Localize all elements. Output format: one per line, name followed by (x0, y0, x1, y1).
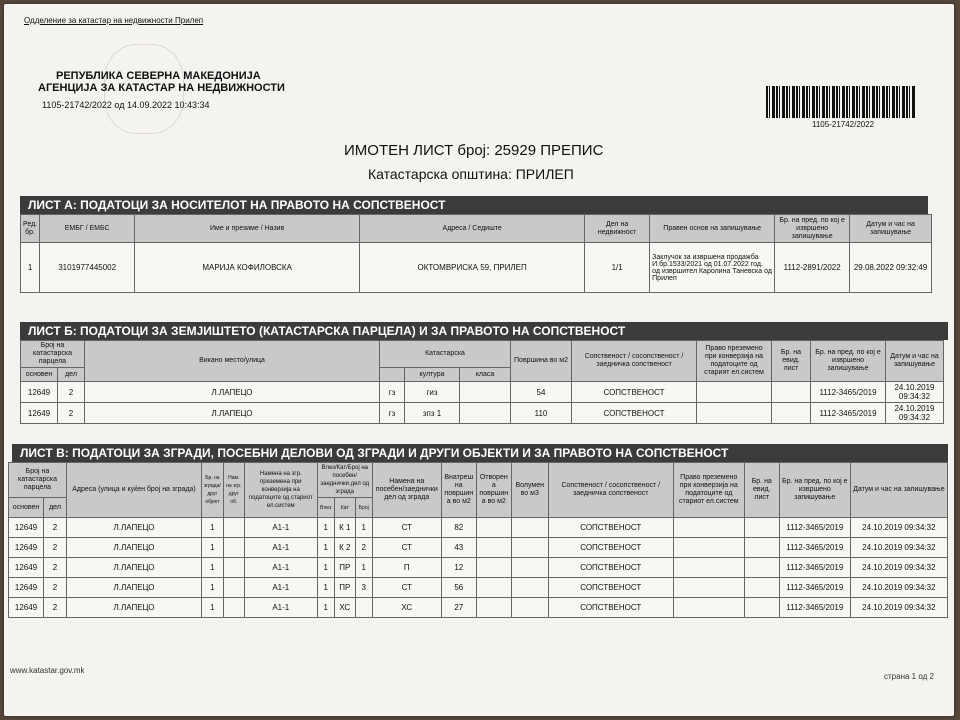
cell (355, 598, 372, 618)
cell: 24.10.2019 09:34:32 (850, 578, 947, 598)
cell (476, 598, 511, 618)
cell: СОПСТВЕНОСТ (548, 538, 673, 558)
col-cadastre: Катастарска (380, 341, 511, 368)
cell: 2 (44, 598, 67, 618)
col-parcel: Број на катастарска парцела (21, 341, 85, 368)
cell: 24.10.2019 09:34:32 (886, 403, 944, 424)
col-basis: Правен основ на запишување (650, 215, 775, 243)
cell: 12649 (21, 403, 58, 424)
cell: СТ (372, 518, 441, 538)
cell: ПР (334, 578, 355, 598)
cell: СОПСТВЕНОСТ (572, 403, 697, 424)
cell: гз (380, 403, 405, 424)
cell: Л.ЛАПЕЦО (85, 403, 380, 424)
col-no: Ред. бр. (21, 215, 40, 243)
col-purpose: Намена на посебен/заеднички дел од зграда (372, 463, 441, 518)
cell: 1112-3465/2019 (779, 518, 850, 538)
col-pred: Бр. на пред. по кој е извршено запишување (811, 341, 886, 382)
col-basic: основен (21, 368, 58, 382)
cell: Л.ЛАПЕЦО (67, 518, 202, 538)
cell: 1 (202, 578, 224, 598)
sheet-v-rows (9, 518, 948, 618)
cell: 12649 (9, 538, 44, 558)
sheet-a-table (20, 214, 932, 293)
cell: ХС (334, 598, 355, 618)
sheet-b-table (20, 340, 944, 424)
cell: гз (380, 382, 405, 403)
cell: ПР (334, 558, 355, 578)
cell: 2 (58, 382, 85, 403)
sheet-b-title: ЛИСТ Б: ПОДАТОЦИ ЗА ЗЕМЈИШТЕТО (КАТАСТАРСКА ПАРЦЕЛА) И ЗА ПРАВОТО НА СОПСТВЕНОСТ (20, 322, 948, 340)
footer-page: страна 1 од 2 (884, 672, 934, 681)
cell: 3 (355, 578, 372, 598)
cell: 1 (317, 578, 334, 598)
cell (744, 598, 779, 618)
cell: ОКТОМВРИСКА 59, ПРИЛЕП (360, 243, 585, 293)
footer-site: www.katastar.gov.mk (10, 666, 85, 675)
cell: 1112-3465/2019 (779, 578, 850, 598)
cell: 1 (317, 598, 334, 618)
cell: 2 (44, 578, 67, 598)
col-embg: ЕМБГ / ЕМБС (40, 215, 135, 243)
cell (673, 518, 744, 538)
cell (460, 403, 511, 424)
cell: СОПСТВЕНОСТ (572, 382, 697, 403)
cell: 1 (202, 598, 224, 618)
cell (673, 598, 744, 618)
col-evid: Бр. на евид. лист (744, 463, 779, 518)
col-place: Викано место/улица (85, 341, 380, 382)
col-evid: Бр. на евид. лист (772, 341, 811, 382)
cell (697, 382, 772, 403)
col-part: дел (44, 498, 67, 518)
cell: ХС (372, 598, 441, 618)
cell: 1 (202, 538, 224, 558)
col-address: Адреса (улица и куќен број на зграда) (67, 463, 202, 518)
table-row (21, 382, 944, 403)
cell: 27 (441, 598, 476, 618)
cell: Л.ЛАПЕЦО (67, 538, 202, 558)
table-row (9, 518, 948, 538)
cell: 12649 (9, 518, 44, 538)
country-name: РЕПУБЛИКА СЕВЕРНА МАКЕДОНИЈА (56, 70, 261, 82)
cell (511, 558, 548, 578)
col-area: Површина во м2 (511, 341, 572, 382)
cell: Л.ЛАПЕЦО (67, 598, 202, 618)
cell: 2 (44, 518, 67, 538)
col-conversion: Право преземено при конверзија на податоците од стариот ел.систем (673, 463, 744, 518)
cell (476, 518, 511, 538)
cell: 1 (202, 558, 224, 578)
table-row (21, 243, 932, 293)
table-row (9, 538, 948, 558)
cell: 1112-3465/2019 (811, 403, 886, 424)
cell: 2 (355, 538, 372, 558)
cell (744, 558, 779, 578)
col-inner: Внатреш на површин а во м2 (441, 463, 476, 518)
cell: 1 (21, 243, 40, 293)
col-date: Датум и час на запишување (850, 215, 932, 243)
table-row (9, 558, 948, 578)
cell: А1-1 (244, 558, 317, 578)
cell: СОПСТВЕНОСТ (548, 558, 673, 578)
document-reference: 1105-21742/2022 од 14.09.2022 10:43:34 (42, 100, 210, 110)
cell (511, 538, 548, 558)
cell (772, 382, 811, 403)
office-name: Одделение за катастар на недвижности Прилеп (24, 16, 204, 25)
cell: 12649 (9, 598, 44, 618)
col-cad-sub (380, 368, 405, 382)
col-building: Бр. на зграда/друг објект (202, 463, 224, 518)
cell: Л.ЛАПЕЦО (67, 558, 202, 578)
cell (223, 538, 244, 558)
cell: 12649 (21, 382, 58, 403)
cell: 24.10.2019 09:34:32 (850, 538, 947, 558)
cell: 43 (441, 538, 476, 558)
cell: А1-1 (244, 578, 317, 598)
col-class: класа (460, 368, 511, 382)
cell: П (372, 558, 441, 578)
cell (673, 538, 744, 558)
cell (223, 558, 244, 578)
col-b: Број (355, 498, 372, 518)
cell: МАРИЈА КОФИЛОВСКА (135, 243, 360, 293)
barcode-number: 1105-21742/2022 (812, 120, 875, 129)
cell: А1-1 (244, 538, 317, 558)
cell: К 1 (334, 518, 355, 538)
col-address: Адреса / Седиште (360, 215, 585, 243)
cell (744, 518, 779, 538)
col-part: дел (58, 368, 85, 382)
cell: 56 (441, 578, 476, 598)
cell: 1112-2891/2022 (775, 243, 850, 293)
cell: СТ (372, 578, 441, 598)
col-name: Име и презиме / Назив (135, 215, 360, 243)
col-open: Отворен а површин а во м2 (476, 463, 511, 518)
cell: 2 (44, 558, 67, 578)
col-conversion: Право преземено при конверзија на податоците од старият ел.систем (697, 341, 772, 382)
col-pred: Бр. на пред. по кој е извршено запишување (779, 463, 850, 518)
cell: 12649 (9, 578, 44, 598)
cell: зпз 1 (405, 403, 460, 424)
cell: 24.10.2019 09:34:32 (886, 382, 944, 403)
col-ownership: Сопственост / сосопственост / заедничка сопственост (548, 463, 673, 518)
col-conv-purpose: Намена на згр. преземена при конверзија на податоците од стариот ел.систем (244, 463, 317, 518)
cell (223, 518, 244, 538)
property-sheet-document (4, 4, 954, 716)
cell (476, 538, 511, 558)
col-usage: Нам. на згр. друг об. (223, 463, 244, 518)
cell: 1 (355, 558, 372, 578)
document-title: ИМОТЕН ЛИСТ број: 25929 ПРЕПИС (344, 142, 604, 159)
table-row (9, 578, 948, 598)
cell: СОПСТВЕНОСТ (548, 578, 673, 598)
cell: А1-1 (244, 518, 317, 538)
cell (744, 578, 779, 598)
cell: 82 (441, 518, 476, 538)
cell: А1-1 (244, 598, 317, 618)
cell: 1112-3465/2019 (779, 558, 850, 578)
cell: Заклучок за извршена продажба И.бр.1533/2021 од 01.07.2022 год. од извршител Каролина Таневска од Прилеп (650, 243, 775, 293)
col-parcel: Број на катастарска парцела (9, 463, 67, 498)
cell: 24.10.2019 09:34:32 (850, 558, 947, 578)
cell (772, 403, 811, 424)
col-date: Датум и час на запишување (850, 463, 947, 518)
cell (511, 578, 548, 598)
cell: 1/1 (585, 243, 650, 293)
sheet-v-table (8, 462, 948, 618)
cell (476, 578, 511, 598)
cell: 2 (44, 538, 67, 558)
cell: К 2 (334, 538, 355, 558)
cell: СТ (372, 538, 441, 558)
cell: 1112-3465/2019 (779, 598, 850, 618)
cell (476, 558, 511, 578)
cell: Л.ЛАПЕЦО (85, 382, 380, 403)
cell: 12 (441, 558, 476, 578)
cell: 1 (202, 518, 224, 538)
col-share: Дел на недвижност (585, 215, 650, 243)
cell: 1 (317, 558, 334, 578)
cell: 29.08.2022 09:32:49 (850, 243, 932, 293)
cell: СОПСТВЕНОСТ (548, 518, 673, 538)
col-ownership: Сопственост / сосопственост / заедничка сопственост (572, 341, 697, 382)
cell: 54 (511, 382, 572, 403)
cell (673, 578, 744, 598)
col-k: Кат (334, 498, 355, 518)
sheet-a-title: ЛИСТ А: ПОДАТОЦИ ЗА НОСИТЕЛОТ НА ПРАВОТО НА СОПСТВЕНОСТ (20, 196, 928, 214)
cell: 110 (511, 403, 572, 424)
cell: 1112-3465/2019 (811, 382, 886, 403)
col-volume: Волумен во м3 (511, 463, 548, 518)
col-basic: основен (9, 498, 44, 518)
cell (673, 558, 744, 578)
cell (223, 598, 244, 618)
cell (460, 382, 511, 403)
cell: СОПСТВЕНОСТ (548, 598, 673, 618)
cadastral-municipality: Катастарска општина: ПРИЛЕП (368, 166, 574, 182)
col-culture: култура (405, 368, 460, 382)
col-entrance: Влез/Кат/Број на посебен/заеднички дел од зграда (317, 463, 372, 498)
cell: 24.10.2019 09:34:32 (850, 518, 947, 538)
barcode (766, 86, 916, 118)
cell (511, 598, 548, 618)
agency-name: АГЕНЦИЈА ЗА КАТАСТАР НА НЕДВИЖНОСТИ (38, 82, 285, 94)
cell (744, 538, 779, 558)
cell (223, 578, 244, 598)
col-pred: Бр. на пред. по кој е извршено запишување (775, 215, 850, 243)
table-row (21, 403, 944, 424)
col-v: Влез (317, 498, 334, 518)
cell: 12649 (9, 558, 44, 578)
cell: 1 (317, 538, 334, 558)
cell: 3101977445002 (40, 243, 135, 293)
cell (511, 518, 548, 538)
col-date: Датум и час на запишување (886, 341, 944, 382)
cell: 1 (355, 518, 372, 538)
cell: 1112-3465/2019 (779, 538, 850, 558)
cell: гиз (405, 382, 460, 403)
cell: 2 (58, 403, 85, 424)
sheet-v-title: ЛИСТ В: ПОДАТОЦИ ЗА ЗГРАДИ, ПОСЕБНИ ДЕЛОВИ ОД ЗГРАДИ И ДРУГИ ОБЈЕКТИ И ЗА ПРАВОТО НА СОПСТВЕНОСТ (12, 444, 948, 462)
table-row (9, 598, 948, 618)
cell: 1 (317, 518, 334, 538)
cell: Л.ЛАПЕЦО (67, 578, 202, 598)
cell: 24.10.2019 09:34:32 (850, 598, 947, 618)
cell (697, 403, 772, 424)
